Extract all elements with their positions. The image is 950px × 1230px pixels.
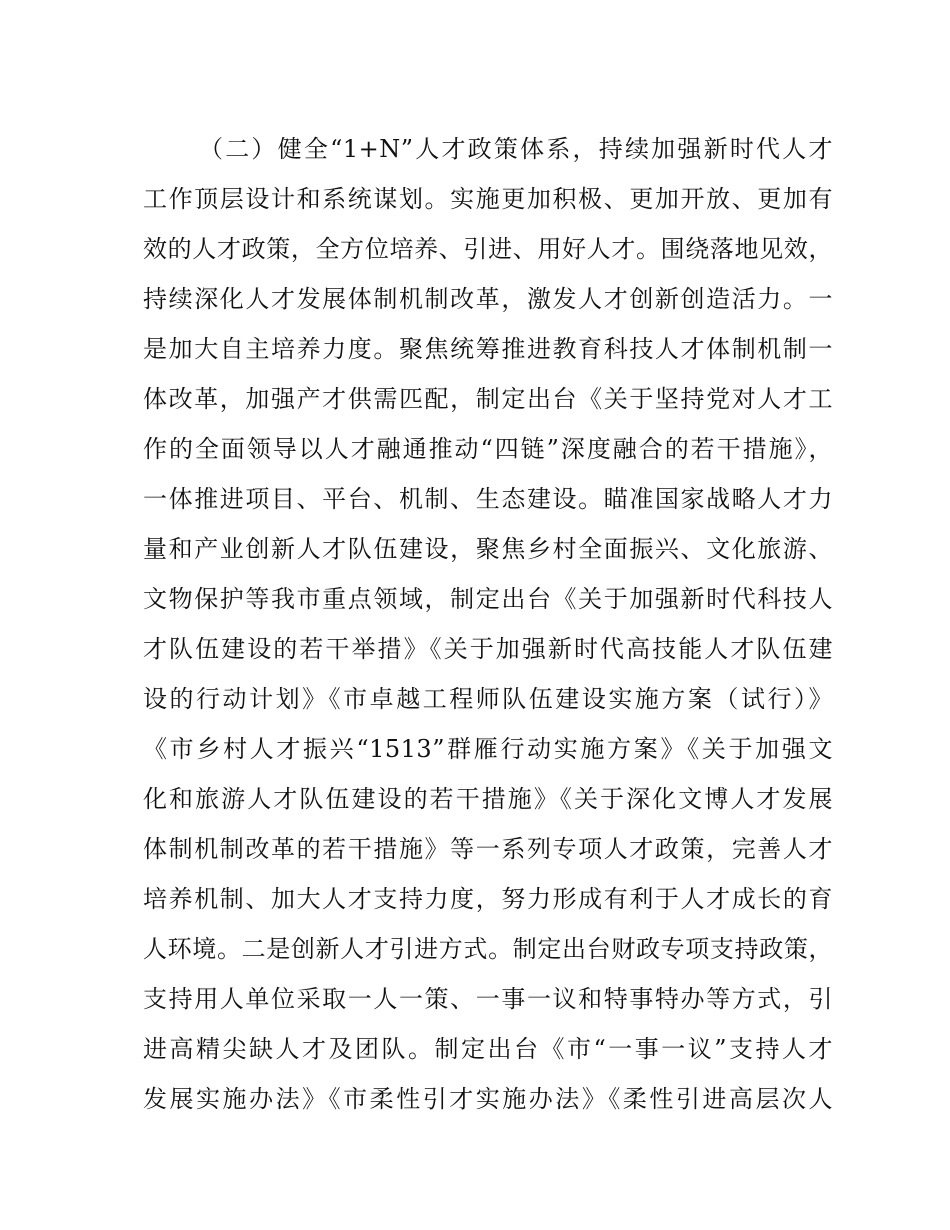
paragraph-line: 是加大自主培养力度。聚焦统筹推进教育科技人才体制机制一 bbox=[143, 335, 833, 363]
paragraph-line: 《市乡村人才振兴“1513”群雁行动实施方案》《关于加强文 bbox=[143, 735, 833, 763]
paragraph-line: 一体推进项目、平台、机制、生态建设。瞄准国家战略人才力 bbox=[143, 485, 833, 513]
paragraph-line: 量和产业创新人才队伍建设，聚焦乡村全面振兴、文化旅游、 bbox=[143, 535, 833, 563]
paragraph-line: 作的全面领导以人才融通推动“四链”深度融合的若干措施》， bbox=[143, 435, 833, 463]
paragraph-line: 支持用人单位采取一人一策、一事一议和特事特办等方式，引 bbox=[143, 985, 833, 1013]
paragraph-line: 文物保护等我市重点领域，制定出台《关于加强新时代科技人 bbox=[143, 585, 833, 613]
paragraph-line: 效的人才政策，全方位培养、引进、用好人才。围绕落地见效， bbox=[143, 235, 833, 263]
paragraph-line: 工作顶层设计和系统谋划。实施更加积极、更加开放、更加有 bbox=[143, 185, 833, 213]
paragraph-line: 体改革，加强产才供需匹配，制定出台《关于坚持党对人才工 bbox=[143, 385, 833, 413]
paragraph-line: 人环境。二是创新人才引进方式。制定出台财政专项支持政策， bbox=[143, 935, 833, 963]
paragraph-line: 才队伍建设的若干举措》《关于加强新时代高技能人才队伍建 bbox=[143, 635, 833, 663]
paragraph-line: 培养机制、加大人才支持力度，努力形成有利于人才成长的育 bbox=[143, 885, 833, 913]
paragraph-line: （二）健全“1+N”人才政策体系，持续加强新时代人才 bbox=[199, 135, 833, 163]
paragraph-line: 化和旅游人才队伍建设的若干措施》《关于深化文博人才发展 bbox=[143, 785, 833, 813]
paragraph-line: 持续深化人才发展体制机制改革，激发人才创新创造活力。一 bbox=[143, 285, 833, 313]
body-paragraph bbox=[143, 124, 833, 1124]
paragraph-line: 发展实施办法》《市柔性引才实施办法》《柔性引进高层次人 bbox=[143, 1085, 833, 1113]
paragraph-line: 进高精尖缺人才及团队。制定出台《市“一事一议”支持人才 bbox=[143, 1035, 833, 1063]
paragraph-line: 设的行动计划》《市卓越工程师队伍建设实施方案（试行）》 bbox=[143, 685, 833, 713]
paragraph-line: 体制机制改革的若干措施》等一系列专项人才政策，完善人才 bbox=[143, 835, 833, 863]
